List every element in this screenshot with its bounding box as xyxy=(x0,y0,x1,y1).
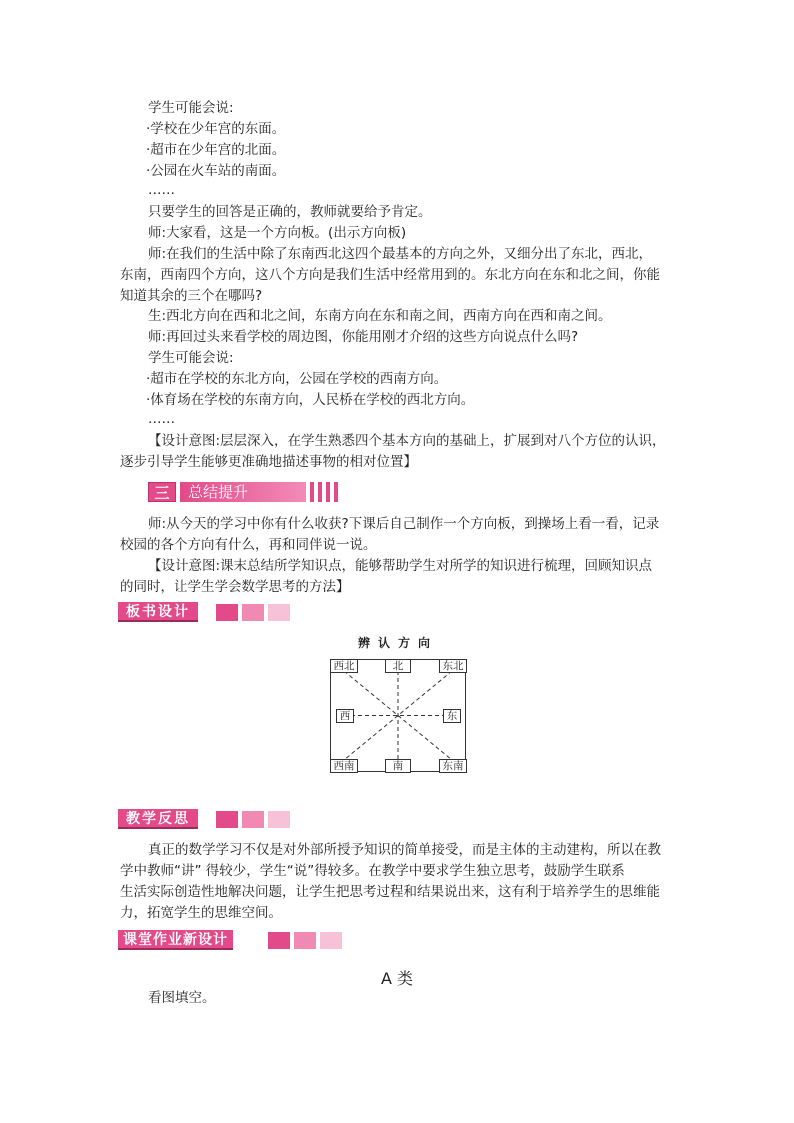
decor-square xyxy=(268,604,290,621)
list-item: ·超市在少年宫的北面。 xyxy=(146,142,286,158)
design-intent: 逐步引导学生能够更准确地描述事物的相对位置】 xyxy=(120,454,417,470)
board-heading xyxy=(118,602,298,622)
homework-heading xyxy=(118,930,348,950)
reflection-heading xyxy=(118,809,298,829)
homework-heading-label: 课堂作业新设计 xyxy=(118,930,233,950)
decor-square xyxy=(216,811,238,828)
section-banner xyxy=(148,482,338,502)
direction-label-east: 东 xyxy=(443,709,461,723)
design-intent: 【设计意图:层层深入，在学生熟悉四个基本方向的基础上，扩展到对八个方位的认识， xyxy=(148,433,666,449)
section-title-bar xyxy=(180,482,306,502)
decor-stripe xyxy=(326,482,330,502)
direction-label-northeast: 东北 xyxy=(439,659,467,673)
reflection-heading-label: 教学反思 xyxy=(118,809,198,829)
direction-label-southwest: 西南 xyxy=(330,759,358,773)
decor-square xyxy=(268,932,290,949)
instruction-text: 看图填空。 xyxy=(148,990,216,1006)
decor-square xyxy=(242,604,264,621)
paragraph: 师:从今天的学习中你有什么收获?下课后自己制作一个方向板，到操场上看一看，记录 xyxy=(148,516,660,532)
decor-square xyxy=(216,604,238,621)
decor-square xyxy=(294,932,316,949)
paragraph: 校园的各个方向有什么，再和同伴说一说。 xyxy=(120,537,377,553)
paragraph: 只要学生的回答是正确的，教师就要给予肯定。 xyxy=(148,204,432,220)
direction-label-west: 西 xyxy=(336,709,354,723)
may-say-text: 学生可能会说: xyxy=(148,350,234,366)
ellipsis: …… xyxy=(148,182,175,198)
list-item: ·体育场在学校的东南方向，人民桥在学校的西北方向。 xyxy=(146,392,475,408)
board-heading-label: 板书设计 xyxy=(118,602,198,622)
paragraph: 力，拓宽学生的思维空间。 xyxy=(120,905,282,921)
decor-square xyxy=(242,811,264,828)
design-intent: 【设计意图:课末总结所学知识点，能够帮助学生对所学的知识进行梳理，回顾知识点 xyxy=(148,558,653,574)
decor-stripe xyxy=(318,482,322,502)
direction-label-northwest: 西北 xyxy=(330,659,358,673)
direction-label-southeast: 东南 xyxy=(439,759,467,773)
list-item: ·学校在少年宫的东面。 xyxy=(146,121,286,137)
paragraph: 学中教师“讲” 得较少，学生“说”得较多。在教学中要求学生独立思考，鼓励学生联系 xyxy=(120,863,625,879)
ellipsis: …… xyxy=(148,411,175,427)
may-say-text: 学生可能会说: xyxy=(148,100,234,116)
decor-stripe xyxy=(310,482,314,502)
section-title: 总结提升 xyxy=(188,483,249,501)
paragraph: 师:再回过头来看学校的周边图，你能用刚才介绍的这些方向说点什么吗? xyxy=(148,329,579,345)
diagram-title: 辨认方向 xyxy=(357,636,438,650)
paragraph: 师:大家看，这是一个方向板。(出示方向板) xyxy=(148,225,407,241)
paragraph: 东南，西南四个方向，这八个方向是我们生活中经常用到的。东北方向在东和北之间，你能 xyxy=(120,267,660,283)
list-item: ·超市在学校的东北方向，公园在学校的西南方向。 xyxy=(146,371,448,387)
direction-board-diagram xyxy=(330,659,466,772)
paragraph: 知道其余的三个在哪吗? xyxy=(120,288,263,304)
class-label: A 类 xyxy=(380,969,414,988)
paragraph: 师:在我们的生活中除了东南西北这四个最基本的方向之外，又细分出了东北，西北， xyxy=(148,246,653,262)
decor-stripe xyxy=(334,482,338,502)
paragraph: 生活实际创造性地解决问题，让学生把思考过程和结果说出来，这有利于培养学生的思维能 xyxy=(120,884,660,900)
decor-square xyxy=(268,811,290,828)
section-number: 三 xyxy=(148,482,176,502)
paragraph: 真正的数学学习不仅是对外部所授予知识的简单接受，而是主体的主动建构，所以在教 xyxy=(148,842,661,858)
list-item: ·公园在火车站的南面。 xyxy=(146,163,286,179)
paragraph: 生:西北方向在西和北之间，东南方向在东和南之间，西南方向在西和南之间。 xyxy=(148,308,612,324)
direction-label-south: 南 xyxy=(385,759,411,773)
decor-square xyxy=(320,932,342,949)
direction-label-north: 北 xyxy=(385,659,411,673)
design-intent: 的同时，让学生学会数学思考的方法】 xyxy=(120,579,350,595)
